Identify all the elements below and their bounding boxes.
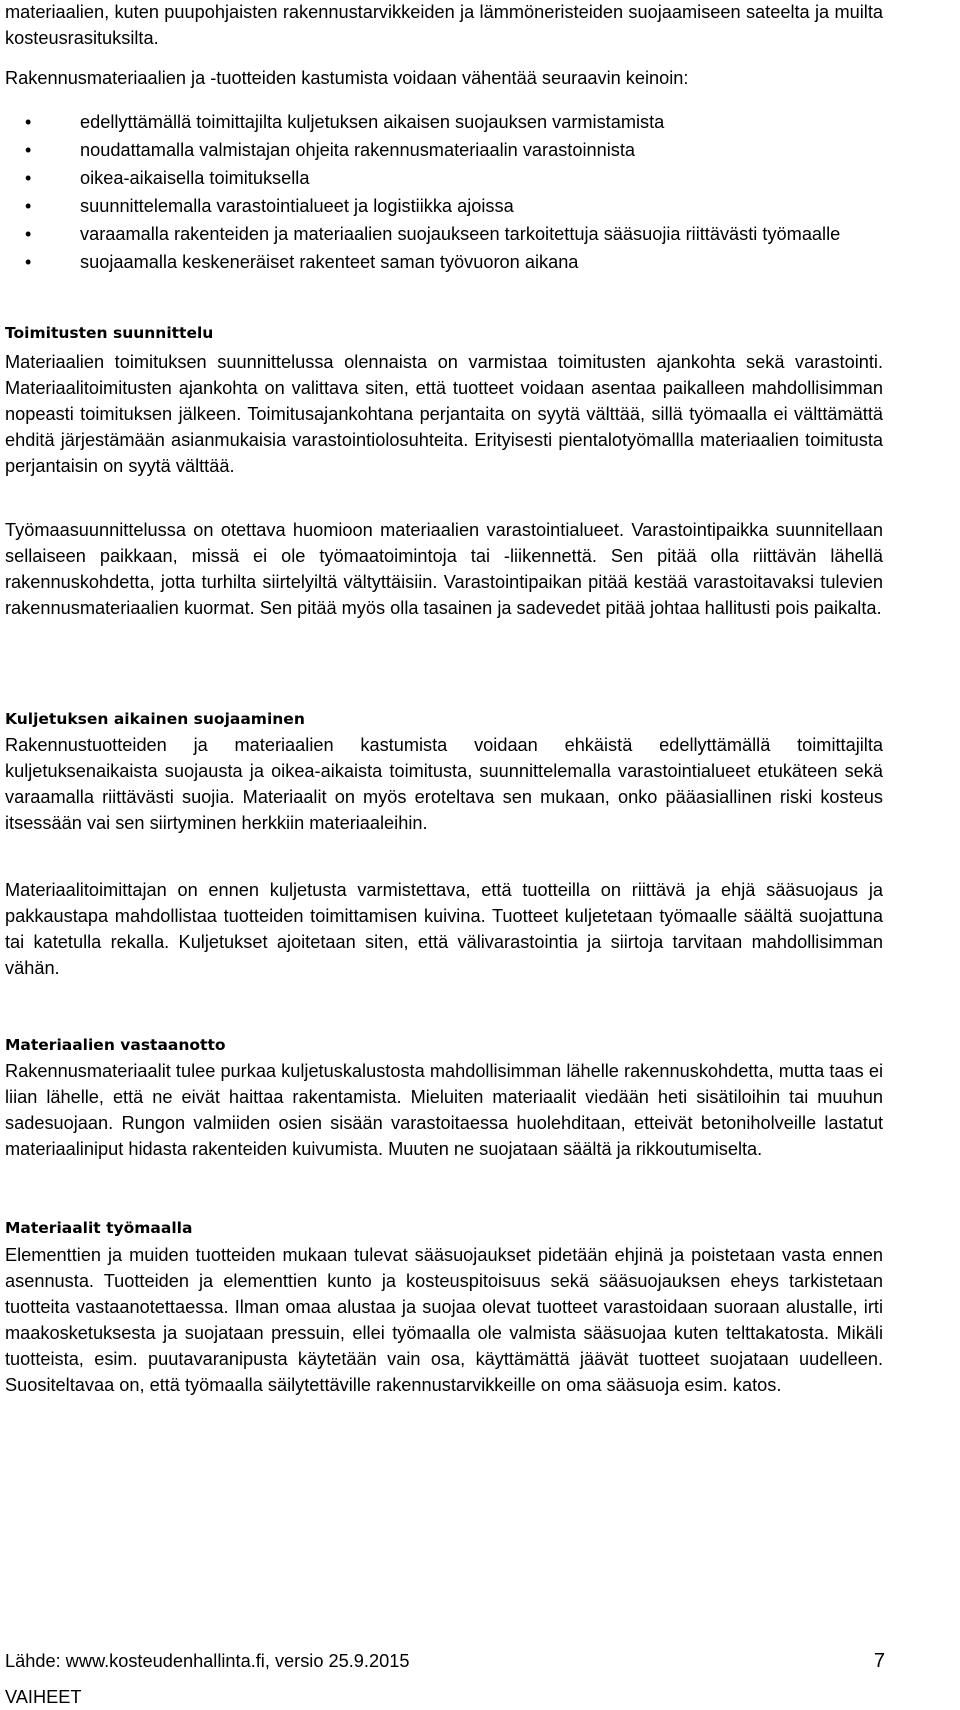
intro-continuation: materiaalien, kuten puupohjaisten rakennustarvikkeiden ja lämmöneristeiden suojaamiseen sateelta ja muilta kosteusrasituksilta. <box>5 2 883 48</box>
page-number: 7 <box>873 1650 885 1672</box>
section-paragraph: Työmaasuunnittelussa on otettava huomioon materiaalien varastointialueet. Varastointipaikka suunnitellaan sellaiseen paikkaan, missä ei ole työmaatoimintoja tai -liikennettä. Sen pitää olla riittävän lähellä rakennuskohdetta, jotta turhilta siirtelyiltä vältyttäisiin. Varastointipaikan pitää kestää varastoitavaksi tulevien rakennusmateriaalien kuormat. Sen pitää myös olla tasainen ja sadevedet pitää johtaa hallitusti pois paikalta. <box>5 520 883 618</box>
section-heading-kuljetuksen-aikainen-suojaaminen: Kuljetuksen aikainen suojaaminen <box>5 710 305 728</box>
section-heading-materiaalien-vastaanotto: Materiaalien vastaanotto <box>5 1036 226 1054</box>
intro-lead: Rakennusmateriaalien ja -tuotteiden kastumista voidaan vähentää seuraavin keinoin: <box>5 68 689 88</box>
list-item: • suunnittelemalla varastointialueet ja logistiikka ajoissa <box>5 192 883 220</box>
list-item: • suojaamalla keskeneräiset rakenteet saman työvuoron aikana <box>5 248 883 276</box>
section-paragraph: Materiaalitoimittajan on ennen kuljetusta varmistettava, että tuotteilla on riittävä ja ehjä sääsuojaus ja pakkaustapa mahdollistaa tuotteiden toimittamisen kuivina. Tuotteet kuljetetaan työmaalle säältä suojattuna tai katetulla rekalla. Kuljetukset ajoitetaan siten, että välivarastointia ja siirtoja tarvitaan mahdollisimman vähän. <box>5 880 883 978</box>
footer-source: Lähde: www.kosteudenhallinta.fi, versio 25.9.2015 <box>5 1651 410 1671</box>
list-item: • oikea-aikaisella toimituksella <box>5 164 883 192</box>
section-paragraph: Elementtien ja muiden tuotteiden mukaan tulevat sääsuojaukset pidetään ehjinä ja poistetaan vasta ennen asennusta. Tuotteiden ja elementtien kunto ja kosteuspitoisuus sekä sääsuojauksen eheys tarkistetaan tuotteita vastaanotettaessa. Ilman omaa alustaa ja suojaa olevat tuotteet varastoidaan suoraan alustalle, irti maakosketuksesta ja suojataan pressuin, ellei työmaalla ole valmista sääsuojaa kuten telttakatosta. Mikäli tuotteista, esim. puutavaranipusta käytetään vain osa, käyttämättä jäävät tuotteet suojataan uudelleen. Suositeltavaa on, että työmaalla säilytettäville rakennustarvikkeille on oma sääsuoja esim. katos. <box>5 1245 883 1395</box>
section-paragraph: Materiaalien toimituksen suunnittelussa olennaista on varmistaa toimitusten ajankohta sekä varastointi. Materiaalitoimitusten ajankohta on valittava siten, että tuotteet voidaan asentaa paikalleen mahdollisimman nopeasti toimituksen jälkeen. Toimitusajankohtana perjantaita on syytä välttää, sillä työmaalla ei välttämättä ehditä järjestämään asianmukaisia varastointiolosuhteita. Erityisesti pientalotyömallla materiaalien toimitusta perjantaisin on syytä välttää. <box>5 352 883 476</box>
section-heading-materiaalit-tyomaalla: Materiaalit työmaalla <box>5 1219 193 1237</box>
section-paragraph: Rakennustuotteiden ja materiaalien kastumista voidaan ehkäistä edellyttämällä toimittajilta kuljetuksenaikaista suojausta ja oikea-aikaista toimitusta, suunnittelemalla varastointialueet etukäteen sekä varaamalla riittävästi suojia. Materiaalit on myös eroteltava sen mukaan, onko pääasiallinen riski kosteus itsessään vai sen siirtyminen herkkiin materiaaleihin. <box>5 735 883 833</box>
bullet-icon: • <box>25 224 32 244</box>
bullet-icon: • <box>25 252 32 272</box>
bullet-icon: • <box>25 140 32 160</box>
bullet-icon: • <box>25 112 32 132</box>
bullet-list <box>5 108 883 276</box>
list-item: • noudattamalla valmistajan ohjeita rakennusmateriaalin varastoinnista <box>5 136 883 164</box>
footer-section-label: VAIHEET <box>5 1687 82 1707</box>
section-heading-toimitusten-suunnittelu: Toimitusten suunnittelu <box>5 324 214 342</box>
list-item: • edellyttämällä toimittajilta kuljetuksen aikaisen suojauksen varmistamista <box>5 108 883 136</box>
section-paragraph: Rakennusmateriaalit tulee purkaa kuljetuskalustosta mahdollisimman lähelle rakennuskohdetta, mutta taas ei liian lähelle, että ne eivät haittaa rakentamista. Mieluiten materiaalit viedään heti sisätiloihin tai muuhun sadesuojaan. Rungon valmiiden osien sisään varastoitaessa huolehditaan, etteivät betoniholveille lastatut materiaaliniput hidasta rakenteiden kuivumista. Muuten ne suojataan säältä ja rikkoutumiselta. <box>5 1061 883 1159</box>
list-item: • varaamalla rakenteiden ja materiaalien suojaukseen tarkoitettuja sääsuojia riittävästi työmaalle <box>5 220 883 248</box>
bullet-icon: • <box>25 196 32 216</box>
bullet-icon: • <box>25 168 32 188</box>
